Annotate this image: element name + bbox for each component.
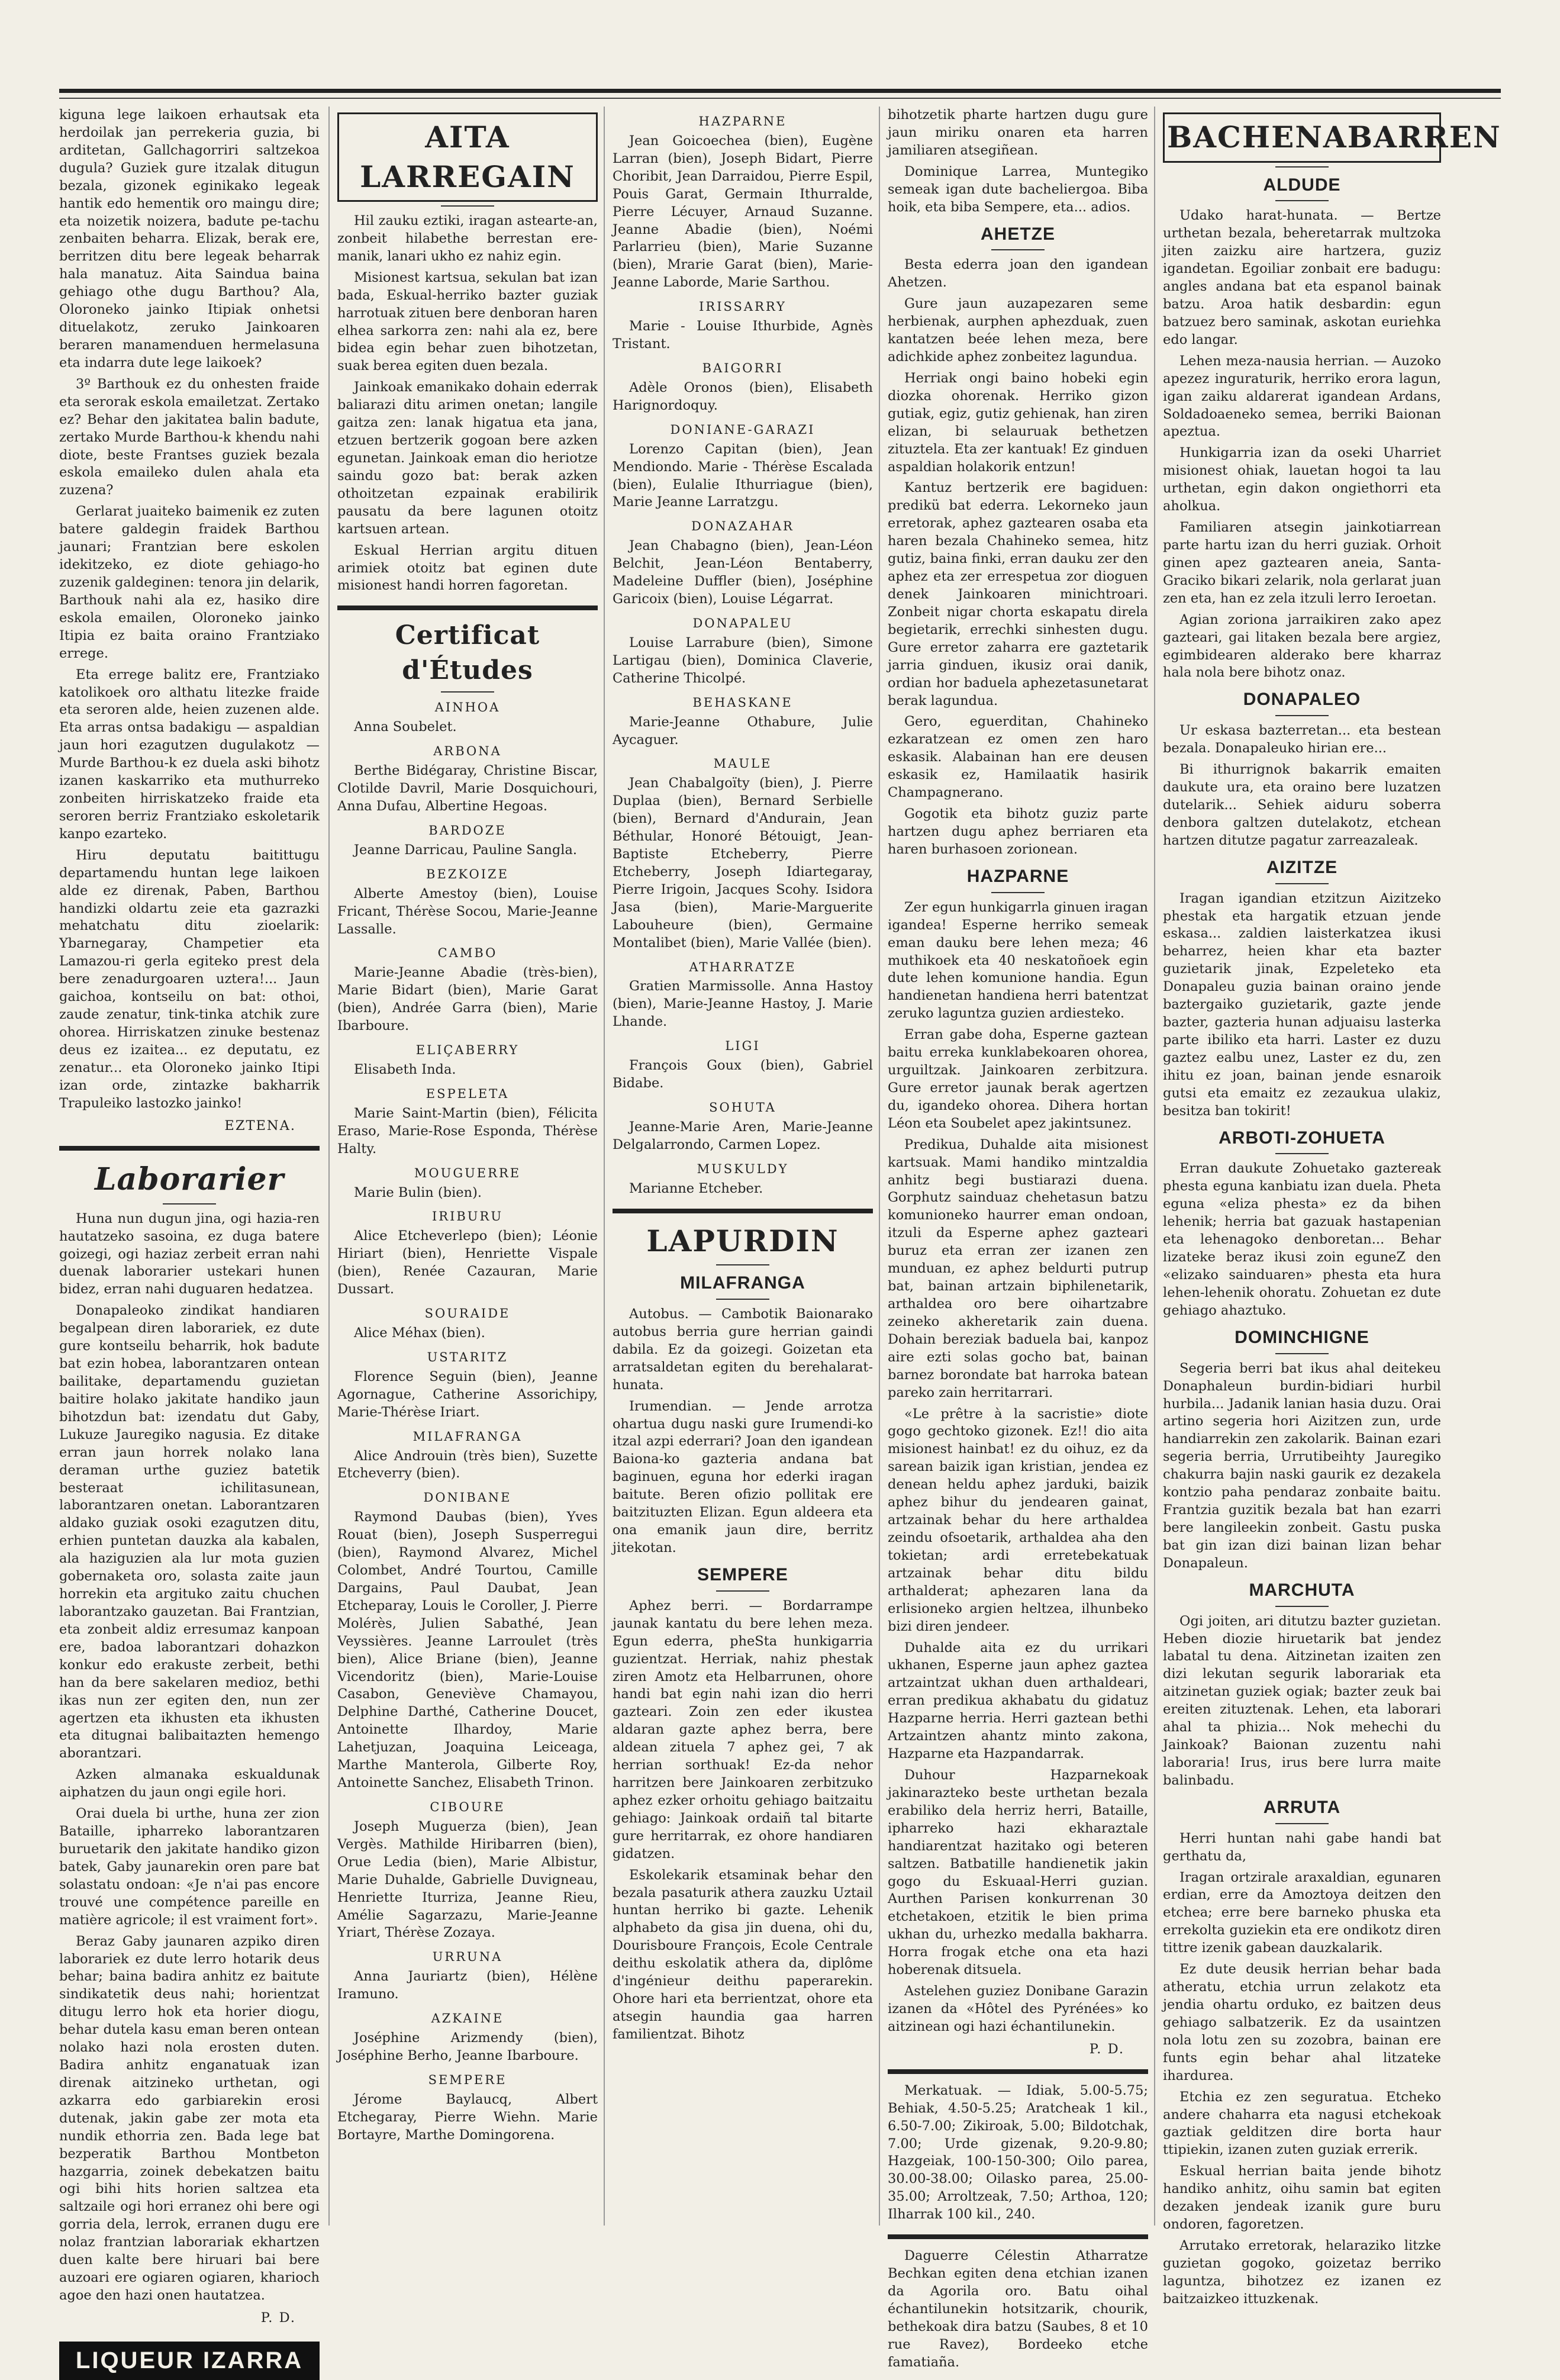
column-3 — [613, 107, 873, 2226]
certificat-names: Marie-Jeanne Abadie (très-bien), Marie Bidart (bien), Marie Garat (bien), Andrée Garra (bien), Marie Ibarboure. — [337, 965, 598, 1034]
column-5 — [1163, 107, 1501, 2307]
certificat-town: CIBOURE — [430, 1800, 505, 1815]
article-paragraph: Eta errege balitz ere, Frantziako katolikoek oro althatu litezke fraide eta seroren alde, heien zuzenen alde. Eta arras ontsa badakigu — aspaldian jaun hori ezagutzen dugulakotz — Murde Barthou-k ez duela aski bihotz izanen kaskarriko eta muthurreko zonbeiten hirriskatzeko fraide eta seroren berriz Frantziako eskoletarik kanpo ezarteko. — [59, 666, 320, 842]
article-paragraph: Familiaren atsegin jainkotiarrean parte hartu izan du herri guziak. Orhoit ginen apez gaztearen aneia, Santa-Graciko bikari zelarik, nola gerlarat juan zen eta, han ez zela itzuli lerro Ieroetan. — [1163, 520, 1441, 606]
certificat-names: Joseph Muguerza (bien), Jean Vergès. Mathilde Hiribarren (bien), Orue Ledia (bien), Marie Albistur, Marie Duhalde, Gabrielle Duvigneau, Henriette Iturriza, Jeanne Rieu, Amélie Sagarzazu, Marie-Jeanne Yriart, Thérèse Zozaya. — [337, 1818, 598, 1941]
certificat-town: ATHARRATZE — [689, 959, 797, 974]
certificat-town: USTARITZ — [427, 1350, 508, 1364]
article-paragraph: Eskolekarik etsaminak behar den bezala pasaturik athera zauzku Uztail huntan herriko bi gazte. Lehenik alphabeto da gisa jin duena, ohi du, Dourisboure François, Ecole Centrale deithu eskolatik athera da, diplôme d'ingénieur deithu paperarekin. Ohore hari eta berrientzat, ohore eta atsegin haundia gaa harren familientzat. Bihotz — [613, 1867, 873, 2042]
certificat-town: BAIGORRI — [702, 360, 784, 375]
article-paragraph: Misionest kartsua, sekulan bat izan bada, Eskual-herriko bazter guziak harrotuak zituen bere denboran haren elhea sarkorra zen: nahi ala ez, bere bidea egin behar zuen bihotzetan, suak berea egiten duen bezala. — [337, 269, 598, 374]
certificat-town: DONAZAHAR — [691, 519, 794, 534]
article-paragraph: Azken almanaka eskualdunak aiphatzen du jaun ongi egile hori. — [59, 1767, 320, 1801]
title-underline — [163, 1203, 216, 1205]
article-paragraph: Ogi joiten, ari ditutzu bazter guzietan. Heben diozie hiruetarik bat jendez labatal tu dena. Aitzinetan izaiten zen dizi lekutan segurik laborariak eta aitzinetan guziek ogiak; bazter zeuk bai ereiten zituztenak. Lehen, eta laborari ahal ta phizia... Nok mehechi du Jainkoak? Baionan zuzentu nahi laboraria! Irus, irus bere lurra maite balinbadu. — [1163, 1613, 1441, 1788]
section-title-marchuta: MARCHUTA — [1249, 1580, 1355, 1600]
article-paragraph: Agian zoriona jarraikiren zako apez gazteari, gai litaken bezala bere argiez, egimbidearen alderako bere kharraz hala nola bere bihotz onaz. — [1163, 611, 1441, 681]
article-paragraph: Ur eskasa bazterretan... eta bestean bezala. Donapaleuko hirian ere... — [1163, 723, 1441, 756]
article-paragraph: Gure jaun auzapezaren seme herbienak, aurphen aphezduak, zuen kantatzen beée lehen meza, bere adichkide aphez zonbeitez lagundua. — [888, 296, 1148, 365]
section-rule — [613, 1209, 873, 1213]
signature: EZTENA. — [224, 1117, 296, 1133]
article-paragraph: Autobus. — Cambotik Baionarako autobus berria gure herrian gaindi dabila. Ez da goizegi. Goizetan eta arratsaldetan egiten du berehalarat-hunata. — [613, 1306, 873, 1393]
column-divider — [1154, 107, 1155, 2226]
certificat-town: URRUNA — [432, 1950, 503, 1964]
certificat-town: SOHUTA — [709, 1100, 776, 1115]
certificat-list — [613, 114, 873, 1198]
section-title-ahetze: AHETZE — [981, 224, 1055, 244]
top-rule — [59, 89, 1501, 93]
signature: P. D. — [1089, 2041, 1124, 2057]
title-underline — [991, 249, 1045, 250]
title-underline — [1275, 1153, 1329, 1154]
certificat-town: MUSKULDY — [697, 1161, 789, 1176]
section-title-donapaleo: DONAPALEO — [1243, 690, 1361, 710]
article-paragraph: Erran gabe doha, Esperne gaztean baitu erreka kunklabekoaren ohorea, urguiltzak. Jainkoaren zerbitzura. Gure erretor jaunak berak agertzen du, igandeko ohorea. Dihera hortan Léon eta Soubelet apez jakintsunez. — [888, 1027, 1148, 1131]
article-paragraph: Donapaleoko zindikat handiaren begalpean diren laborariek, ez dute gure kontseilu beharrik, hok badute bat ezin hobea, laborantzaren ontean bailitake, departamendu guzietan baitire holako jakitate handiko jaun bihotzdun bat: izendatu dut Gaby, Lukuze Jauregiko nagusia. Ez ditake erran jaun horrek nolako lana deraman urthe guziez batetik besteraat ichilitasunean, laborantzaren onetan. Laborantzaren aldako guziak osoki ezagutzen ditu, erhien puntetan dauzka ala kabalen, ala haziguzien ala lur mota guzien gobernaketa oro, solasta zaite jaun horrekin eta argituko zaitu chuchen laborantzako gauzetan. Bai Frantzian, eta zonbeit aldiz erresumaz kanpoan ere, badoa laborantzari dohazkon konkur edo erakuste zerbeit, bethi han da bere sakelaren medioz, bethi ikas nun zer egiten den, nun zer agertzen eta ikhusten eta ikhusten eta ditugnai balibaitazten hemengo aborantzari. — [59, 1303, 320, 1761]
section-title-lapurdin: LAPURDIN — [646, 1223, 839, 1258]
article-paragraph: Gero, eguerditan, Chahineko ezkaratzean ez omen zen haro eskasik. Alabainan han ere deusen eskasik ez, Hamilaatik hasirik Champagnerano. — [888, 714, 1148, 801]
certificat-town: ESPELETA — [426, 1086, 510, 1101]
certificat-names: Adèle Oronos (bien), Elisabeth Harignordoquy. — [613, 379, 873, 413]
article-paragraph: Bi ithurrignok bakarrik emaiten daukute ura, eta oraino bere luzatzen dutelarik... Sehiek aiduru soberra denbora galtzen dutelakotz, etchean hartzen ditutze pagatur zarreazaleak. — [1163, 762, 1441, 848]
signature: P. D. — [260, 2310, 296, 2326]
certificat-names: Marie - Louise Ithurbide, Agnès Tristant. — [613, 318, 873, 352]
article-paragraph: Iragan ortzirale araxaldian, egunaren erdian, erre da Amoztoya deitzen den etchea; erre bere barneko phuska eta errekolta guziekin eta ere ondikotz diren tittre izenik gabean dauzkalarik. — [1163, 1869, 1441, 1956]
article-paragraph: Astelehen guziez Donibane Garazin izanen da «Hôtel des Pyrénées» ko aitzinean ogi hazi échantilunekin. — [888, 1983, 1148, 2034]
title-underline — [1275, 1353, 1329, 1354]
certificat-names: Anna Soubelet. — [354, 719, 457, 735]
article-paragraph: Erran daukute Zohuetako gaztereak phesta eguna kanbiatu izan duela. Pheta eguna «eliza phesta» ez da bihen lehenik; herria bat gazuak hastapenian eta lehenagoko denboretan... Behar lizateke beraz ikusi zoin eguneZ den «elizako sainduaren» phesta eta hura lehen-lehenik ohoratu. Zohuetan ez dute gehiago ahaztuko. — [1163, 1161, 1441, 1318]
section-rule — [888, 2069, 1148, 2074]
article-paragraph: Arrutako erretorak, helaraziko litzke guzietan gogoko, goizetaz berriko laguntza, bihotzez ez izanen ez baitzaizkeo ittuzkenak. — [1163, 2238, 1441, 2307]
certificat-town: DONAPALEU — [692, 616, 793, 630]
article-paragraph: Segeria berri bat ikus ahal deitekeu Donaphaleun burdin-bidiari hurbil hurbila... Jadanik lanian hasia duzu. Orai artino segeria hori Aizitzen zun, urde handiarrekin zen zakolarik. Bainan ezari segeria berria, Urrutibeihty Jauregiko chakurra bajin naski gaurik ez dezakela kontzio paha pendaraz zonbaite baitu. Frantzia guzitik bezala bat han ezarri bere langileekin zonbeit. Gastu puska bat gin izan dizi bainan lizan behar Donapaleun. — [1163, 1360, 1441, 1571]
article-paragraph: Aphez berri. — Bordarrampe jaunak kantatu du bere lehen meza. Egun ederra, pheSta hunkigarria guzientzat. Herriak, nahiz phestak ziren Amotz eta Helbarrunen, ohore handi bat egin nahi izan dio herri gazteari. Zoin zen eder ikustea aldaran gazte aphez berra, bere aldean zituela 7 aphez gei, 7 ak herrian sorthuak! Ez-da nehor harritzen bere Jainkoaren zerbitzuko aphez ezker orhoitu gehiago baitzaitu gehiago: Jainkoak ordaiñ tal bitarte gure herritarrak, ez ohore handiaren gidatzen. — [613, 1598, 873, 1862]
article-paragraph: Gerlarat juaiteko baimenik ez zuten batere galdegin fraidek Barthou jaunari; Frantzian bere eskolen idekitzeko, ez diote gehiago-ho zuzenik galdeginen: tenora jin delarik, Barthouk nahi ala ez, hasiko dire eskola emailen, Oloroneko jainko Itipia ez baita oraino Frantziako errege. — [59, 504, 320, 661]
certificat-names: Lorenzo Capitan (bien), Jean Mendiondo. Marie - Thérèse Escalada (bien), Eulalie Ithurriague (bien), Marie Jeanne Larratzgu. — [613, 441, 873, 510]
title-underline — [441, 205, 494, 207]
certificat-names: Raymond Daubas (bien), Yves Rouat (bien), Joseph Susperregui (bien), Raymond Alvarez, Michel Colombet, André Tourtou, Camille Dargains, Paul Daubat, Jean Etcheparay, Louis le Coroller, J. Pierre Molérès, Julien Sabathé, Jean Veyssières. Jeanne Larroulet (très bien), Alice Briane (bien), Jeanne Vicendoritz (bien), Marie-Louise Casabon, Geneviève Chamayou, Delphine Darthé, Catherine Doucet, Antoinette Ilhardoy, Marie Lahetjuzan, Joaquina Leiceaga, Marthe Manterola, Gilberte Roy, Antoinette Sanchez, Elisabeth Trinon. — [337, 1509, 598, 1791]
article-paragraph: Lehen meza-nausia herrian. — Auzoko apezez inguraturik, herriko erora lagun, igan zaiku aldarerat igandean Ardans, Soldadoaeneko semea, berriki Baionan apeztua. — [1163, 353, 1441, 440]
certificat-names: Marianne Etcheber. — [629, 1180, 763, 1196]
column-1 — [59, 107, 320, 2373]
section-title-aizitze: AIZITZE — [1266, 857, 1338, 877]
certificat-town: ELIÇABERRY — [415, 1043, 520, 1058]
certificat-names: François Goux (bien), Gabriel Bidabe. — [613, 1058, 873, 1091]
title-underline — [1275, 1823, 1329, 1824]
article-paragraph: Dominique Larrea, Muntegiko semeak igan dute bacheliergoa. Biba hoik, eta biba Sempere, eta... adios. — [888, 163, 1148, 215]
certificat-names: Jeanne-Marie Aren, Marie-Jeanne Delgalarrondo, Carmen Lopez. — [613, 1119, 873, 1152]
certificat-town: CAMBO — [437, 946, 498, 961]
certificat-names: Marie-Jeanne Othabure, Julie Aycaguer. — [613, 714, 873, 748]
article-paragraph: Duhour Hazparnekoak jakinarazteko beste urthetan bezala erabiliko dela herriz herri, Bataille, ipharreko hazi ekharaztale handiarentzat hazitako ogi beteren saltzen. Batbatille handienetik jakin gogo du Eskuaal-Herri guzian. Aurthen Parisen konkurrenan 30 etchetakoen, etzitik le bien prima ukhan du, urhezko medalla bakharra. Horra frogak etche ona eta hazi hoberenak ditsuela. — [888, 1767, 1148, 1978]
certificat-names: Florence Seguin (bien), Jeanne Agornague, Catherine Assorichipy, Marie-Thérèse Iriart. — [337, 1368, 598, 1420]
section-title-aita-larregain: AITA LARREGAIN — [337, 112, 598, 202]
article-paragraph: Herriak ongi baino hobeki egin diozka ohorenak. Herriko gizon gutiak, egiz, gutiz gehienak, han ziren elizan, bi selauruak bethetzen zituztela. Eta zer kantuak! Ez ginduen aspaldian holakorik entzun! — [888, 370, 1148, 475]
certificat-names: Marie Bulin (bien). — [354, 1184, 482, 1200]
article-paragraph: Beraz Gaby jaunaren azpiko diren laborariek ez dute lerro hotarik deus behar; baina badira anhitz ez baitute sindikatetik deus nahi; horientzat ditugu lerro hok eta horier diogu, behar dutela kasu eman beren ontean nolako hazi nola erosten duten. Badira anhitz enganatuak izan direnak aitzineko urthetan, ogi azkarra edo garbiarekin erosi dutenak, jakin gabe zer mota eta nundik ethorria zen. Bada lege bat bezperatik Barthou Montbeton hazgarria, zoinek debekatzen baitu ogi bihi hits horien saltzea eta saltzaile ogi hori erranez ohi bere ogi gorria dela, lerrok, erranen dugu ere nolaz frantzian laborariak ekhartzen duen kalte bere hiruari bai bere auzoari ere ogiaren ogiaren, kharioch agoe den hazi onen hautatzea. — [59, 1933, 320, 2304]
section-title-laborarier: Laborarier — [94, 1161, 285, 1197]
certificat-town: DONIANE-GARAZI — [670, 422, 816, 437]
article-paragraph: Hunkigarria izan da oseki Uharriet misionest ohiak, lauetan hogoi ta lau urthetan, egin dakon ongiethorri eta aholkua. — [1163, 445, 1441, 514]
certificat-town: BARDOZE — [428, 823, 507, 838]
certificat-town: AZKAINE — [431, 2011, 504, 2026]
article-paragraph: Besta ederra joan den igandean Ahetzen. — [888, 257, 1148, 291]
section-rule — [337, 606, 598, 610]
article-paragraph: Eskual herrian baita jende bihotz handiko anhitz, oihu samin bat egiten dezaken jendeak izanik gure buru ondoren, fagoretzen. — [1163, 2163, 1441, 2233]
article-paragraph: Eskual Herrian argitu dituen arimiek otoitz bat eginen dute misionest handi horren fagoretan. — [337, 542, 598, 594]
certificat-town: SOURAIDE — [424, 1306, 511, 1321]
certificat-names: Berthe Bidégaray, Christine Biscar, Clotilde Davril, Marie Dosquichouri, Anna Dufau, Albertine Hegoas. — [337, 763, 598, 814]
title-underline — [716, 1299, 769, 1300]
market-prices: Merkatuak. — Idiak, 5.00-5.75; Behiak, 4.50-5.25; Aratcheak 1 kil., 6.50-7.00; Zikiroak, 5.00; Bildotchak, 7.00; Urde gizenak, 9.20-9.80; Hazgeiak, 100-150-300; Oilo parea, 30.00-38.00; Oilasko parea, 25.00-35.00; Arroltzeak, 7.50; Arthoa, 120; Ilharrak 100 kil., 240. — [888, 2082, 1148, 2223]
article-paragraph: Zer egun hunkigarrla ginuen iragan igandea! Esperne herriko semeak eman dauku bere lehen meza; 46 muthikoek eta 40 neskatoñoek egin dute lehen komunione handia. Egun handienetan handiena herri batentzat zeruko laguntza guzien ardiesteko. — [888, 899, 1148, 1022]
article-paragraph: Herri huntan nahi gabe handi bat gerthatu da, — [1163, 1830, 1441, 1864]
certificat-list — [337, 700, 598, 2144]
certificat-names: Alice Méhax (bien). — [354, 1325, 485, 1341]
certificat-names: Elisabeth Inda. — [354, 1061, 456, 1077]
certificat-names: Jean Chabalgoïty (bien), J. Pierre Duplaa (bien), Bernard Serbielle (bien), Bernard d'Andurain, Jean Béthular, Honoré Bétouigt, Jean-Baptiste Etcheberry, Pierre Etcheberry, Joseph Idiartegaray, Pierre Irigoin, Jacques Scohy. Isidora Jasa (bien), Marie-Marguerite Labouheure (bien), Germaine Montalibet (bien), Marie Vallée (bien). — [613, 775, 873, 951]
article-paragraph: «Le prêtre à la sacristie» diote gogo gechtoko gizonek. Ez!! dio aita misionest hainbat! ez du oihuz, ez da sarean baizik igan kristian, jendea ez denean heldu aphez jarduki, baizik aphez bihur du jendearen gainat, artzainak behar du here arthaldea zeindu ofsoetarik, arthaldea aha den tokietan; ardi erretebekatuak artzainak behar ditu bildu arthalderat; aphezaren lana da erlisioneko argien heltzea, ilhunbeko bizi diren jendeer. — [888, 1406, 1148, 1634]
certificat-town: SEMPERE — [428, 2072, 507, 2087]
certificat-names: Alice Androuin (très bien), Suzette Etcheverry (bien). — [337, 1448, 598, 1482]
title-underline — [716, 1590, 769, 1592]
article-paragraph: Kantuz bertzerik ere bagiduen: predikü bat ederra. Lekorneko jaun erretorak, aphez gaztearen osaba eta haren bezala Chahineko semea, hitz gutiz, baina finki, erran dauku zer den aphez eta zer errespetua zor dioguen denek Jainkoaren minichtroari. Zonbeit nigar chorta eskapatu direla begietarik, errechki sinhesten dugu. Gure erretor zaharra ere gaztetarik jarria ginduen, ikusiz orai danik, ordian hor baduela aphezetasunetarat berak lagundua. — [888, 480, 1148, 708]
title-underline — [1275, 715, 1329, 716]
certificat-town: MILAFRANGA — [412, 1429, 523, 1444]
certificat-names: Marie Saint-Martin (bien), Félicita Eraso, Marie-Rose Esponda, Thérèse Halty. — [337, 1105, 598, 1157]
certificat-town: BEHASKANE — [692, 695, 793, 710]
column-divider — [879, 107, 880, 2226]
certificat-names: Jean Chabagno (bien), Jean-Léon Belchit, Jean-Léon Bentaberry, Madeleine Duffler (bien), Joséphine Garicoix (bien), Louise Légarrat. — [613, 538, 873, 607]
article-paragraph: Iragan igandian etzitzun Aizitzeko phestak eta hargatik etzuan jende eskasa... zaldien laisterkatzea ikusi beharrez, heien khar eta bazter guzietarik jinak, Ezpeleteko eta Donapaleu guzia bainan oraino jende baztergaiko guzietarik, gazte jende bazter, gazteria hunan adjuaisu lasterka parte ibiliko eta harri. Laster ez duzu gaztez ealbu unez, Laster ez du, zen ihitu ez joan, bainan jende esnaroik gutsi eta emaitz ez zezaukua ulakiz, besitza ban tokirit! — [1163, 890, 1441, 1119]
certificat-names: Anna Jauriartz (bien), Hélène Iramuno. — [337, 1969, 598, 2002]
certificat-town: BEZKOIZE — [426, 867, 509, 881]
article-paragraph: kiguna lege laikoen erhautsak eta herdoilak jan perrekeria guzia, bi arditetan, Gallchagorriri saltzekoa dugula? Guziek gure itzalak ditugun bezala, gizonek eginikako legeak hantik edo hementik oro maingu dire; eta noizetik noizera, badute pe-tachu zenbaiten beharra. Elizak, berak ere, berritzen ditu bere legeak beharrak hala manatuz. Aita Saindua baina gehiago othe dugu Barthou? Ala, Oloroneko jainko Itipiak onhetsi dituelakotz, zeruko Jainkoaren beraren manamenduen hermelasuna eta indarra dute lege laikoek? — [59, 107, 320, 371]
section-rule — [888, 2234, 1148, 2239]
column-4 — [888, 107, 1148, 2370]
section-rule — [59, 1146, 320, 1151]
section-title-milafranga: MILAFRANGA — [680, 1273, 805, 1293]
column-divider — [328, 107, 330, 2226]
article-paragraph: Predikua, Duhalde aita misionest kartsuak. Mami handiko mintzaldia anhitz begi bustiarazi duena. Gorphutz sainduaz chehetasun batzu komunioneko haurrer eman ondoan, itzuli da Esperne aphez gazteari buruz eta erran zer izanen zen munduan, ez aphez beldurti putrup bat, bainan artzain biphilenetarik, arthaldea oro bere oihartzabre zeineko akheretarik zain duena. Dohain bereziak baduela bai, kanpoz aire ezti solas gocho bat, bainan barnez borondate bat harroka batean pareko zain herritarrari. — [888, 1136, 1148, 1400]
column-divider — [604, 107, 605, 2226]
section-title-bachenabarren: BACHENABARREN — [1163, 112, 1441, 163]
certificat-town: DONIBANE — [423, 1490, 512, 1505]
article-paragraph: Ez dute deusik herrian behar bada atheratu, etchia urrun zelakotz eta jendia ohartu orduko, ez baitzen deus gehiago salbatzerik. Ez da usaintzen nola lotu zen su zozobra, bainan ere funts egin behar ahal litzateke ihardurea. — [1163, 1962, 1441, 2083]
article-paragraph: Huna nun dugun jina, ogi hazia-ren hautatzeko sasoina, ez duga batere goizegi, ogi haziaz zerbeit erran nahi duenak laborarier ustekari hunen bidez, erran nahi duguaren hedatzea. — [59, 1210, 320, 1297]
section-title-aldude: ALDUDE — [1263, 175, 1341, 195]
certificat-names: Alice Etcheverlepo (bien); Léonie Hiriart (bien), Henriette Vispale (bien), Renée Cazauran, Marie Dussart. — [337, 1228, 598, 1297]
article-paragraph: Hil zauku eztiki, iragan astearte-an, zonbeit hilabethe berrestan ere-manik, lanari ukho ez nahiz egin. — [337, 213, 598, 264]
section-title-arruta: ARRUTA — [1263, 1797, 1341, 1817]
section-title-dominchigne: DOMINCHIGNE — [1235, 1327, 1369, 1347]
certificat-names: Gratien Marmissolle. Anna Hastoy (bien), Marie-Jeanne Hastoy, J. Marie Lhande. — [613, 978, 873, 1030]
certificat-town: IRIBURU — [431, 1209, 504, 1224]
title-underline — [1275, 1606, 1329, 1607]
column-2 — [337, 107, 598, 2226]
certificat-names: Louise Larrabure (bien), Simone Lartigau (bien), Dominica Claverie, Catherine Thicolpé. — [613, 635, 873, 686]
article-paragraph: Duhalde aita ez du urrikari ukhanen, Esperne jaun aphez gaztea artzaintzat ukhan duen arthaldeari, erran predikua akhabatu du gidatuz Hazparne herria. Herri gaztean bethi Artzaintzen ahantz minto zakona, Hazparne eta Hazpandarrak. — [888, 1640, 1148, 1762]
title-underline — [1275, 883, 1329, 884]
article-paragraph: bihotzetik pharte hartzen dugu gure jaun miriku onaren eta harren jamiliaren atsegiñean. — [888, 107, 1148, 158]
article-paragraph: Etchia ez zen seguratua. Etcheko andere chaharra eta nagusi etchekoak gaztiak gelditzen dire borta haur ttipiekin, izanen zuten guziak errerik. — [1163, 2089, 1441, 2158]
advert-daguerre: Daguerre Célestin Atharratze Bechkan egiten dena etchian izanen da Agorila oro. Batu oihal échantilunekin hotsitzarik, chourik, bethekoak dira batzu (Saubes, 8 et 10 rue Ravez), Bordeeko etche famatiaña. — [888, 2248, 1148, 2370]
certificat-town: AINHOA — [434, 700, 501, 715]
certificat-names: Jérome Baylaucq, Albert Etchegaray, Pierre Wiehn. Marie Bortayre, Marthe Domingorena. — [337, 2091, 598, 2143]
title-underline — [716, 1264, 769, 1265]
certificat-town: IRISSARRY — [699, 299, 787, 314]
article-paragraph: Orai duela bi urthe, huna zer zion Bataille, ipharreko laborantzaren buruetarik den jakitate handiko gizon batek, Gaby jaunarekin oren pare bat solastatu ondoan: «Je n'ai pas encore trouvé une compétence pareille en matière agricole; il est vraiment fort». — [59, 1806, 320, 1928]
article-paragraph: 3º Barthouk ez du onhesten fraide eta serorak eskola emailetzat. Zertako ez? Behar den jakitatea balin badute, zertako Murde Barthou-k khendu nahi diote, beste Frantses guziek bezala eskola emaileko dulen ahala eta zuzena? — [59, 376, 320, 498]
article-paragraph: Irumendian. — Jende arrotza ohartua dugu naski gure Irumendi-ko itzal azpi ederrari? Joan den igandean Baiona-ko gazteria andana bat baginuen, eguna hor ederki iragan baitute. Beren ofizio pollitak ere baitzituzten Elizan. Egun aldeera eta ona emanik jaun dire, berritz jitekotan. — [613, 1398, 873, 1555]
section-title-sempere: SEMPERE — [697, 1564, 788, 1584]
certificat-town: HAZPARNE — [698, 114, 787, 128]
section-title-hazparne: HAZPARNE — [966, 866, 1069, 886]
certificat-town: MOUGUERRE — [414, 1165, 521, 1180]
certificat-names: Jean Goicoechea (bien), Eugène Larran (bien), Joseph Bidart, Pierre Choribit, Jean Darraidou, Pierre Espil, Pouis Garat, Germain Ithurralde, Pierre Lécuyer, Arnaud Suzanne. Jeanne Abadie (bien), Noémi Parlarrieu (bien), Marie Suzanne (bien), Mrarie Garat (bien), Marie-Jeanne Laborde, Marie Sarthou. — [613, 133, 873, 291]
article-paragraph: Jainkoak emanikako dohain ederrak baliarazi ditu arimen onetan; langile gaitza zen: lanak higatua eta jana, etzuen bertzerik gogoan bere azken egunetan. Jainkoak eman dio heriotze saindu gozo bat: berak azken othoitzetan ezpainak erabilirik pausatu da bere lagunen otoitz kartsuen artean. — [337, 379, 598, 537]
title-underline — [1275, 200, 1329, 201]
title-underline — [441, 691, 494, 693]
section-title-certificat: Certificat d'Études — [395, 620, 540, 685]
title-underline — [1275, 166, 1329, 168]
top-rule-thin — [59, 98, 1501, 99]
article-paragraph: Udako harat-hunata. — Bertze urthetan bezala, beheretarrak multzoka jiten zaizku aire hartzera, guziz igandetan. Egoiliar zonbait ere badugu: angles andana bat eta espanol bainak batzu. Aroa hatik desbardin: egun batzuez bero saminak, askotan euriehka edo langar. — [1163, 208, 1441, 347]
article-paragraph: Hiru deputatu baitittugu departamendu huntan lege laikoen alde ez direnak, Paben, Barthou handizki oldartu zeie eta gazrazki mehatchatu ditu zioelarik: Ybarnegaray, Champetier eta Lamazou-ri gerla egiteko prest dela bere zenadurgoaren uztera!... Jaun gaichoa, kontseilu on bat: othoi, zaude zenatur, tink-tinka atchik zure ohorea. Hirriskatzen zinuke bestenaz deus ez izaitea... ez deputatu, ez zenatur... eta Oloroneko jainko Itipi izan orde, zintazke bakharrik Trapuleiko lastozko jainko! — [59, 847, 320, 1111]
certificat-names: Alberte Amestoy (bien), Louise Fricant, Thérèse Socou, Marie-Jeanne Lassalle. — [337, 885, 598, 937]
article-paragraph: Gogotik eta bihotz guziz parte hartzen dugu aphez berriaren eta haren burhasoen zorionean. — [888, 806, 1148, 857]
title-underline — [991, 892, 1045, 893]
certificat-names: Joséphine Arizmendy (bien), Joséphine Berho, Jeanne Ibarboure. — [337, 2030, 598, 2063]
certificat-town: MAULE — [713, 756, 772, 771]
certificat-names: Jeanne Darricau, Pauline Sangla. — [354, 842, 578, 858]
izarra-advert: LIQUEUR IZARRA — [59, 2342, 320, 2380]
certificat-town: LIGI — [725, 1039, 760, 1054]
certificat-town: ARBONA — [433, 744, 502, 759]
section-title-arboti-zohueta: ARBOTI-ZOHUETA — [1219, 1128, 1385, 1148]
